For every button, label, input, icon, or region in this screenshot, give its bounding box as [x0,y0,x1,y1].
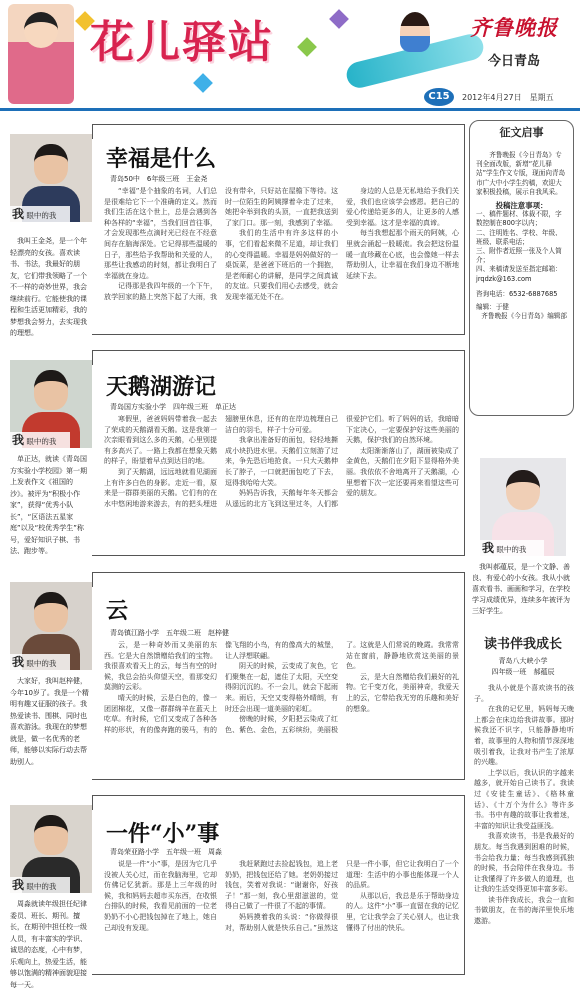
paragraph: 说是一件“小”事，是因为它几乎没被人关心过，而在我脑海里，它却仿佛记忆犹新。那是上三年级的时候，我和妈妈去超市买东西，在收银台排队的时候，我看见前面的一位老奶奶不小心把钱包掉在了地上，她自己却没有发现。 [104,860,217,932]
paragraph: 晴天的时候，云是白色的，像一团团棉花，又像一群群绵羊在蓝天上吃草。有时候，它们又变成了各种各样的形状，有的像奔跑的骏马，有的像飞翔的小鸟，有的像高大的城堡，让人浮想联翩。 [104,641,338,734]
notice-rules-title: 投稿注意事项： [495,201,548,211]
article-body [104,186,459,328]
author-bio: 单正达，就读《青岛国方实验小学校园》第一期上发表作文《祖国的沙》。被评为“积极小作家”，获得“优秀小队长”，“区语法五星家庭”以及“校优秀学生”称号，爱好知识子棋、书法、跑步等。 [10,455,87,555]
author-photo [480,458,566,556]
paragraph: 傍晚的时候，夕阳把云染成了红色、紫色、金色，五彩缤纷，美丽极了。这就是人们常说的晚霞。我常常站在窗前，静静地欣赏这美丽的景色。 [225,641,459,734]
caption-mark: 我 [12,655,25,669]
section-name: 今日青岛 [488,54,541,69]
paragraph: 我喜欢读书，书是我最好的朋友。每当我遇到困难的时候，书会给我力量；每当我感到孤独的时候，书会陪伴在我身边。书让我懂得了许多做人的道理，也让我的生活变得更加丰富多彩。 [474,832,574,894]
paragraph: 我拿出准备好的面包，轻轻地撕成小块扔进水里。天鹅们立刻游了过来，争先恐后地抢食。一只大天鹅伸长了脖子，一口就把面包吃了下去，逗得我哈哈大笑。 [225,436,338,487]
author-photo [10,582,92,670]
page-number-badge: C15 [424,88,454,106]
star-decoration-icon [297,37,317,57]
caption-text: 眼中的我 [26,882,57,891]
star-decoration-icon [193,73,213,93]
paragraph: “幸福”是个抽象的名词，人们总是很难给它下一个准确的定义。然而我们生活在这个世上，总是会遇到各种各样的“幸福”，当我们回首往事，才会发现那些点滴时光已经在不经意间存在脑海深处。它记得那些温暖的日子，那些给予我帮助和关爱的人，那些让我感动的时刻，都让我明白了幸福就在身边。 [104,187,217,280]
issue-date: 2012年4月27日 星期五 [462,93,554,102]
article-small-thing [10,795,465,989]
notice-body [476,151,567,321]
notice-rule: 二、注明姓名、学校、年级、班级、联系电话； [476,228,562,246]
author-bio: 我叫王金尧，是一个年轻漂亮的女孩。喜欢读书、书法，我最好的朋友，它们带我领略了一个不一样的奇妙世界，我会继续前行。它能使我的课程和生活更加精彩，我的梦想我会努力，去实现我的理想。 [10,237,87,337]
call-for-submissions-box [469,120,574,416]
newspaper-logo: 齐鲁晚报 [470,15,558,40]
paragraph: 妈妈摸着我的头说：“你做得很对，帮助别人就是快乐自己。”虽然这只是一件小事，但它让我明白了一个道理：生活中的小事也能体现一个人的品质。 [225,860,459,932]
author-bio: 大家好，我叫赵梓健，今年10岁了。我是一个精明有趣又征服的孩子。我热爱读书、围棋、同时也喜欢游泳。我现在的梦想就是，做一名优秀的老师，能够以实际行动去帮助别人。 [10,677,89,766]
article-byline: 青岛50中 6年级三班 王金尧 [110,175,208,183]
caption-text: 眼中的我 [26,211,57,220]
star-decoration-icon [329,9,349,29]
column-article-body [474,683,574,973]
paragraph: 我们的生活中有许多这样的小事，它们看起来微不足道，却让我们的心变得温暖。幸福是妈妈做好的一桌饭菜，是爸爸下班后的一个拥抱，是老师耐心的讲解，是同学之间真诚的友谊。只要我们用心去感受，就会发现幸福无处不在。 [225,229,338,301]
paragraph: 读书伴我成长，我会一直和书做朋友，在书的海洋里快乐地遨游。 [474,895,574,926]
column-byline-class: 四年级一班 郝蕴辰 [491,668,555,676]
paragraph: 在我的记忆里，妈妈每天晚上都会在床边给我讲故事。那时候我还不识字，只能静静地听着，故事里的人物和情节深深地吸引着我，让我对书产生了浓厚的兴趣。 [474,705,574,767]
article-happiness [10,124,465,335]
paragraph: 身边的人总是无私地给予我们关爱，我们也应该学会感恩。把自己的爱心传递给更多的人，让更多的人感受到幸福。这才是幸福的真谛。 [346,187,459,227]
paragraph: 阴天的时候，云变成了灰色，它们聚集在一起，遮住了太阳，天空变得阴沉沉的。不一会儿，就会下起雨来。雨后，天空又变得格外晴朗，有时还会出现一道美丽的彩虹。 [225,662,338,713]
article-body [104,859,459,969]
paragraph: 到了天鹅湖，远远地就看见湖面上有许多白色的身影。走近一看，原来是一群群美丽的天鹅。它们有的在水中悠闲地游来游去，有的把头埋进翅膀里休息，还有的在岸边梳理自己洁白的羽毛，样子十分可爱。 [104,415,338,508]
notice-contact: 咨询电话：6532-6887685 [476,289,558,298]
masthead-boy-figure [400,12,430,52]
caption-mark: 我 [12,878,25,892]
caption-text: 眼中的我 [26,437,57,446]
paragraph: 寒假里，爸爸妈妈带着我一起去了荣成的天鹅湖看天鹅。这是我第一次亲眼看到这么多的天鹅，心里别提有多高兴了。一路上我都在想象天鹅的样子，盼望着早点到达目的地。 [104,415,217,466]
paragraph: 妈妈告诉我，天鹅每年冬天都会从遥远的北方飞到这里过冬，人们都很爱护它们。听了妈妈的话，我暗暗下定决心，一定要保护好这些美丽的天鹅，保护我们的自然环境。 [225,415,459,508]
masthead [0,0,580,112]
notice-editor: 编辑：于健 [476,303,509,312]
article-swan-lake [10,350,465,556]
article-body [104,640,459,774]
paragraph: 我从小就是个喜欢读书的孩子。 [474,684,574,703]
article-title: 云 [106,598,129,624]
caption-mark: 我 [12,207,25,221]
caption-mark: 我 [12,433,25,447]
article-title: 一件“小”事 [106,821,220,847]
notice-rule: 三、附作者近照一张及个人简介； [476,247,562,265]
article-title: 幸福是什么 [106,146,217,172]
paragraph: 我赶紧跑过去捡起钱包，追上老奶奶，把钱包还给了她。老奶奶接过钱包，笑着对我说：“谢谢你，好孩子！”那一刻，我心里甜滋滋的，觉得自己做了一件很了不起的事情。 [225,860,338,911]
author-photo [10,134,92,222]
author-photo [10,805,92,893]
author-bio: 我叫郝蕴辰，是一个文静、善良、有爱心的小女孩。我从小就喜欢看书、画画和学习，在学校学习成绩优异，连续多年被评为三好学生。 [472,563,570,615]
article-title: 天鹅湖游记 [106,374,217,400]
notice-title: 征文启事 [499,126,544,139]
paragraph: 云，是一种奇妙而又美丽的东西。它是大自然馈赠给我们的宝物。我很喜欢看天上的云，每当有空的时候，我总会抬头仰望天空，看那变幻莫测的云彩。 [104,641,217,692]
column-byline-school: 青岛八大峡小学 [498,657,548,665]
caption-text: 眼中的我 [26,659,57,668]
notice-rule: 四、来稿请发送至指定邮箱：jrqdzk@163.com [476,265,562,283]
paragraph: 云，是大自然赠给我们最好的礼物。它千变万化，美丽神奇，我爱天上的云，它带给我无穷的乐趣和美好的想象。 [346,672,459,713]
article-clouds [10,572,465,780]
paragraph: 从那以后，我总是乐于帮助身边的人。这件“小”事一直留在我的记忆里，它让我学会了关心别人，也让我懂得了付出的快乐。 [346,891,459,932]
column-title: 花儿驿站 [90,17,274,68]
paragraph: 太阳渐渐落山了，湖面被染成了金黄色，天鹅们在夕阳下显得格外美丽。我依依不舍地离开了天鹅湖，心里想着下次一定还要再来看望这些可爱的朋友。 [346,446,459,498]
article-byline: 青岛国方实验小学 四年级三班 单正达 [110,403,236,411]
article-byline: 青岛镇江路小学 五年级二班 赵梓健 [110,629,229,637]
author-bio: 周淼就读年级担任纪律委员、班长、期刊。擅长，在期刊中担任校一级人员，有丰富实的学识、诚恳的态度，心中有梦，乐观向上，热爱生活，能够以饱满的精神面貌迎接每一天。 [10,900,87,989]
column-article-title: 读书伴我成长 [483,637,562,652]
notice-intro: 齐鲁晚报《今日青岛》专刊全面改版，新增“花儿驿站”学生作文专版，现面向青岛市广大中小学生约稿，欢迎大家积极投稿，展示自我风采。 [476,151,566,196]
paragraph: 记得那是我四年级的一个下午，放学回家的路上突然下起了大雨，我没有带伞，只好站在屋檐下等待。这时一位陌生的阿姨撑着伞走了过来，她把伞举到我的头顶，一直把我送到了家门口。那一刻，我感到了幸福。 [104,187,338,301]
paragraph: 每当我想起那个雨天的阿姨，心里就会涌起一股暖流。我会把这份温暖一直珍藏在心底，也会像她一样去帮助别人，让幸福在我们身边不断地延续下去。 [346,229,459,280]
article-byline: 青岛荣亚路小学 五年级一班 周淼 [110,848,222,856]
masthead-girl-photo [8,4,74,104]
author-photo [10,360,92,448]
notice-sign: 齐鲁晚报《今日青岛》编辑部 [481,312,567,321]
article-body [104,414,459,548]
masthead-rule [0,108,580,111]
caption-text: 眼中的我 [496,545,527,554]
paragraph: 上学以后，我认识的字越来越多，就开始自己读书了。我读过《安徒生童话》、《格林童话》、《十万个为什么》等许多书。书中有趣的故事让我着迷，丰富的知识让我受益匪浅。 [474,768,574,830]
caption-mark: 我 [482,541,495,555]
notice-rule: 一、稿件题材、体裁不限，字数控制在800字以内； [476,210,562,228]
